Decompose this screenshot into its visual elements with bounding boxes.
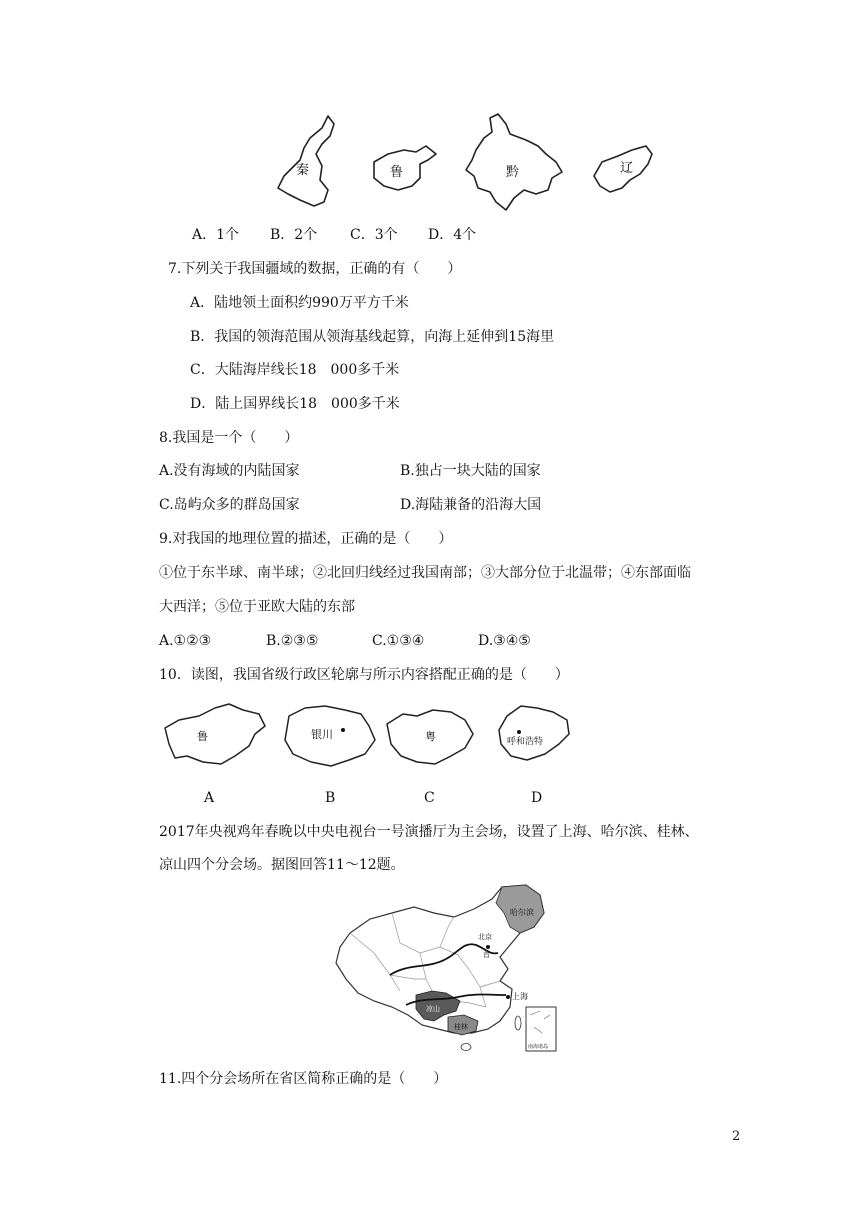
q6-option-d: D．4个 — [428, 227, 477, 243]
q10-letter-a: A — [204, 790, 215, 806]
q9-option-c: C.①③④ — [372, 633, 425, 649]
q10-letter-c: C — [424, 790, 435, 806]
q10-outline-d — [499, 706, 569, 760]
map-label-beijing2: 首 — [483, 951, 490, 959]
shandong-outline — [374, 146, 436, 190]
map-label-liangshan: 凉山 — [426, 1005, 440, 1013]
q9-option-a: A.①②③ — [159, 633, 212, 649]
q10-outline-a — [165, 704, 265, 764]
q7-option-b: B．我国的领海范围从领海基线起算，向海上延伸到15海里 — [190, 329, 555, 345]
label-qian: 黔 — [506, 165, 520, 180]
label-liao: 辽 — [620, 161, 634, 176]
map-label-harbin: 哈尔滨 — [510, 908, 534, 917]
q7-option-a: A．陆地领土面积约990万平方千米 — [190, 295, 409, 311]
q9-option-d: D.③④⑤ — [478, 633, 531, 649]
q9-body-line1: ①位于东半球、南半球；②北回归线经过我国南部；③大部分位于北温带；④东部面临 — [159, 565, 691, 581]
q10-label-huhehaote: 呼和浩特 — [507, 737, 544, 747]
guizhou-outline — [466, 114, 562, 210]
q7-option-d: D．陆上国界线长18 000多千米 — [190, 396, 400, 412]
intro-line2: 凉山四个分会场。据图回答11～12题。 — [159, 857, 405, 873]
china-map — [330, 883, 560, 1058]
map-label-nanhai: 南海诸岛 — [528, 1044, 549, 1050]
q8-option-a: A.没有海域的内陆国家 — [159, 463, 300, 479]
q7-option-c: C．大陆海岸线长18 000多千米 — [190, 362, 400, 378]
q10-stem: 10．读图，我国省级行政区轮廓与所示内容搭配正确的是（ ） — [159, 667, 569, 683]
q10-label-yue: 粤 — [425, 730, 436, 743]
q6-option-a: A．1个 — [192, 227, 240, 243]
map-label-shanghai: 上海 — [512, 992, 528, 1001]
q10-province-figure — [155, 700, 595, 776]
q9-stem: 9.对我国的地理位置的描述，正确的是（ ） — [159, 531, 453, 547]
page-number: 2 — [732, 1129, 741, 1144]
q7-stem: 7.下列关于我国疆域的数据，正确的有（ ） — [168, 261, 462, 277]
label-lu: 鲁 — [390, 165, 404, 180]
q8-stem: 8.我国是一个（ ） — [159, 430, 299, 446]
q6-province-figure — [270, 110, 660, 220]
shaanxi-outline — [278, 116, 334, 206]
q10-label-lu: 鲁 — [197, 730, 208, 743]
q6-option-b: B．2个 — [270, 227, 318, 243]
q10-label-yinchuan: 银川 — [311, 728, 333, 741]
q10-letter-d: D — [531, 790, 543, 806]
q8-option-c: C.岛屿众多的群岛国家 — [159, 497, 300, 513]
intro-line1: 2017年央视鸡年春晚以中央电视台一号演播厅为主会场，设置了上海、哈尔滨、桂林、 — [159, 824, 699, 840]
q8-option-b: B.独占一块大陆的国家 — [400, 463, 541, 479]
label-qin: 秦 — [296, 163, 310, 178]
map-label-guilin: 桂林 — [454, 1023, 468, 1031]
q11-stem: 11.四个分会场所在省区简称正确的是（ ） — [159, 1071, 448, 1087]
q6-option-c: C．3个 — [350, 227, 398, 243]
q9-body-line2: 大西洋；⑤位于亚欧大陆的东部 — [159, 599, 355, 615]
map-label-beijing: 北京 — [478, 933, 492, 941]
q10-letter-b: B — [325, 790, 336, 806]
q8-option-d: D.海陆兼备的沿海大国 — [400, 497, 542, 513]
q9-option-b: B.②③⑤ — [266, 633, 319, 649]
